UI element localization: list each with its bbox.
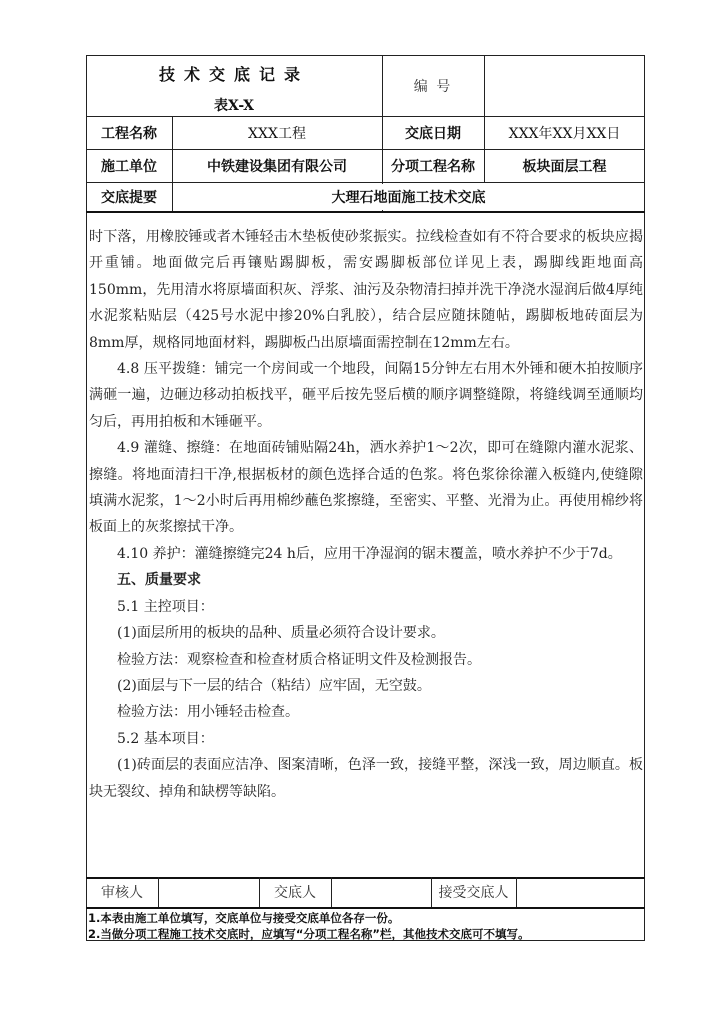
sub-project-value[interactable]: 板块面层工程	[522, 158, 607, 175]
body-paragraph: 时下落，用橡胶锤或者木锤轻击木垫板使砂浆振实。拉线检查如有不符合要求的板块应揭开重铺。地面做完后再镶贴踢脚板，需安踢脚板部位详见上表，踢脚线距地面高150mm，先用清水将原墙面积灰、浮浆、油污及杂物清扫掉并洗干净浇水湿润后做4厚纯水泥浆粘贴层（425号水泥中掺20%白乳胶），结合层应随抹随帖，踢脚板地砖面层为8mm厚，规格同地面材料，踢脚板凸出原墙面需控制在12mm左右。	[89, 229, 643, 351]
form-notes	[88, 910, 643, 942]
number-value[interactable]	[484, 55, 645, 116]
body-paragraph: 4.9 灌缝、擦缝：在地面砖铺贴隔24h，洒水养护1～2次，即可在缝隙内灌水泥浆、擦缝。将地面清扫干净,根据板材的颜色选择合适的色浆。将色浆徐徐灌入板缝内,使缝隙填满水泥浆，1～2小时后再用棉纱蘸色浆擦缝，至密实、平整、光滑为止。再使用棉纱将板面上的灰浆擦拭干净。	[89, 440, 643, 536]
body-paragraph: (1)面层所用的板块的品种、质量必须符合设计要求。	[117, 625, 445, 642]
date-label: 交底日期	[405, 125, 461, 142]
sub-project-label: 分项工程名称	[391, 158, 475, 175]
summary-value[interactable]: 大理石地面施工技术交底	[331, 189, 486, 206]
body-paragraph: (1)砖面层的表面应洁净、图案清晰，色泽一致，接缝平整，深浅一致，周边顺直。板块无裂纹、掉角和缺楞等缺陷。	[89, 757, 643, 800]
body-paragraph: 检验方法：用小锤轻击检查。	[117, 704, 299, 721]
note-line: 1.本表由施工单位填写，交底单位与接受交底单位各存一份。	[88, 911, 400, 925]
note-line: 2.当做分项工程施工技术交底时，应填写“分项工程名称”栏，其他技术交底可不填写。	[88, 927, 530, 941]
project-name-value[interactable]: XXX工程	[248, 125, 306, 142]
disclosure-body	[86, 224, 645, 805]
row-divider-signatures	[86, 907, 645, 909]
discloser-label: 交底人	[274, 885, 316, 901]
body-paragraph: (2)面层与下一层的结合（粘结）应牢固，无空鼓。	[117, 677, 431, 694]
body-paragraph: 4.10 养护：灌缝擦缝完24 h后，应用干净湿润的锯末覆盖，喷水养护不少于7d。	[117, 545, 622, 562]
summary-label: 交底提要	[101, 189, 157, 206]
receiver-signature[interactable]	[516, 877, 645, 907]
body-paragraph: 检验方法：观察检查和检查材质合格证明文件及检测报告。	[117, 651, 481, 668]
discloser-signature[interactable]	[331, 877, 431, 907]
row-divider-summary	[86, 211, 645, 213]
form-title: 技术交底记录	[158, 65, 309, 84]
body-paragraph: 5.2 基本项目：	[117, 730, 214, 747]
section-heading: 五、质量要求	[117, 572, 201, 589]
reviewer-label: 审核人	[101, 885, 143, 901]
number-label: 编 号	[413, 78, 453, 95]
form-number: 表X-X	[213, 98, 255, 114]
body-paragraph: 5.1 主控项目：	[117, 598, 214, 615]
contractor-label: 施工单位	[101, 158, 157, 175]
reviewer-signature[interactable]	[158, 877, 259, 907]
body-paragraph: 4.8 压平拨缝：铺完一个房间或一个地段，间隔15分钟左右用木外锤和硬木拍按顺序满砸一遍，边砸边移动拍板找平，砸平后按先竖后横的顺序调整缝隙，将缝线调至通顺均匀后，再用拍板和木锤砸平。	[89, 361, 643, 430]
contractor-value[interactable]: 中铁建设集团有限公司	[207, 158, 347, 175]
receiver-label: 接受交底人	[438, 885, 509, 901]
project-name-label: 工程名称	[101, 125, 157, 142]
date-value[interactable]: XXX年XX月XX日	[508, 125, 621, 142]
